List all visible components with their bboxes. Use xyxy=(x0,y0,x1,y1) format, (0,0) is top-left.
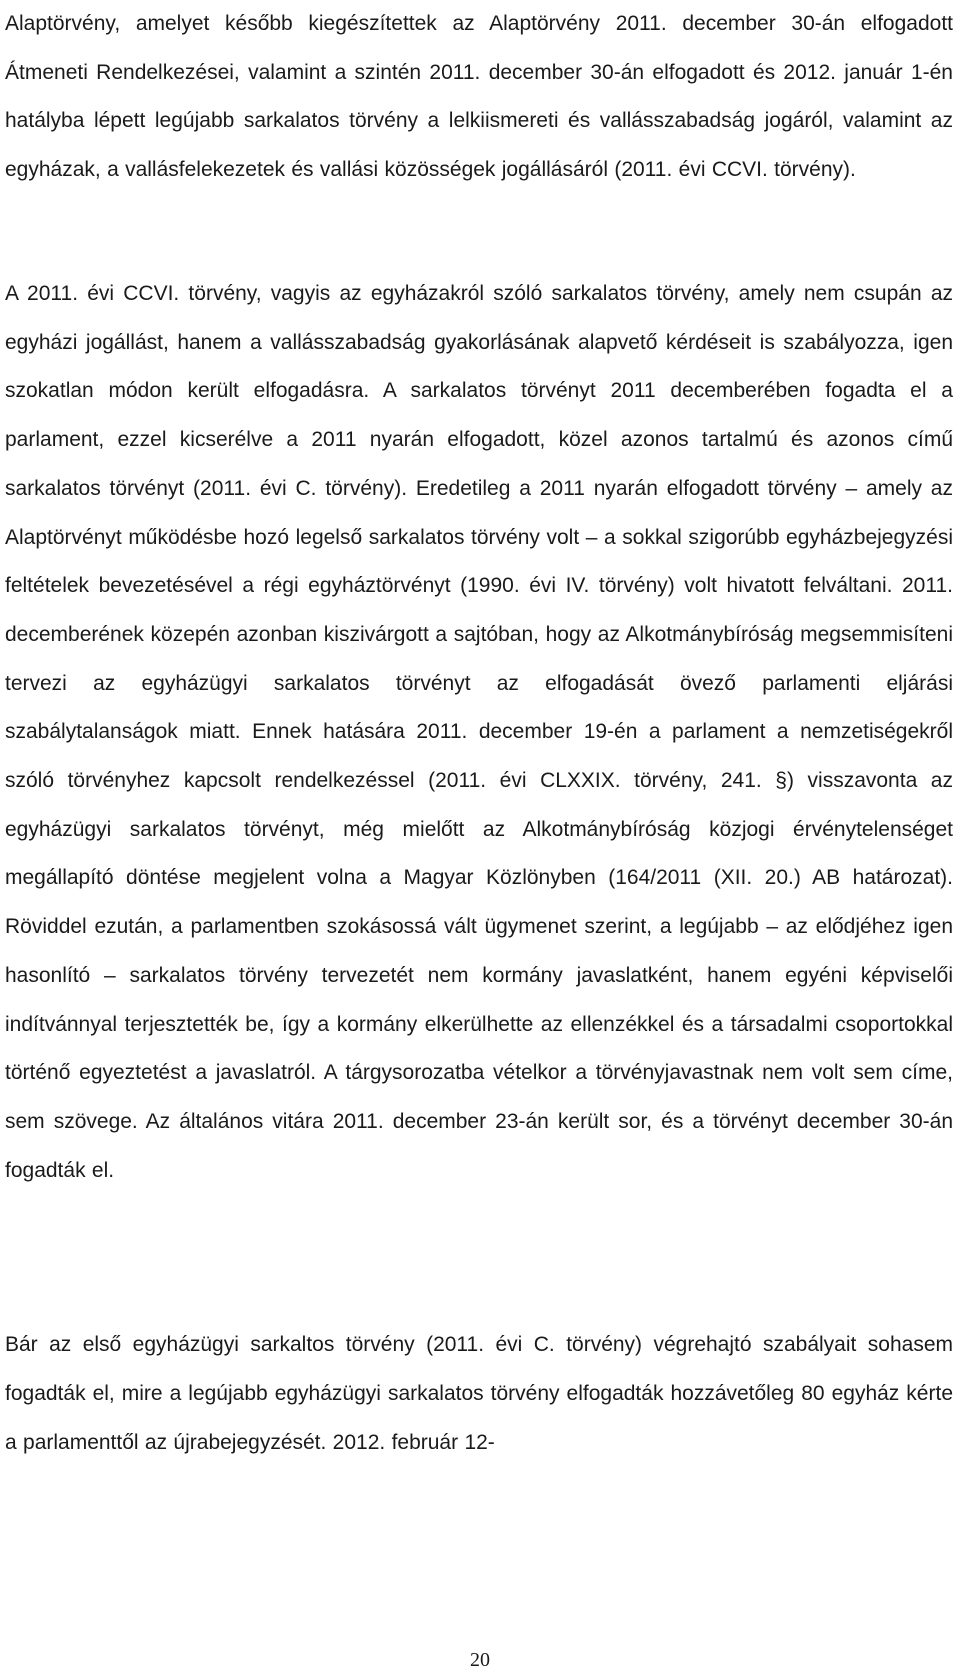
paragraph-ccvi-torveny: A 2011. évi CCVI. törvény, vagyis az egyházakról szóló sarkalatos törvény, amely nem csupán az egyházi jogállást, hanem a vallásszabadság gyakorlásának alapvető kérdéseit is szabályozza, igen szokatlan módon került elfogadásra. A sarkalatos törvényt 2011 decemberében fogadta el a parlament, ezzel kicserélve a 2011 nyarán elfogadott, közel azonos tartalmú és azonos című sarkalatos törvényt (2011. évi C. törvény). Eredetileg a 2011 nyarán elfogadott törvény – amely az Alaptörvényt működésbe hozó legelső sarkalatos törvény volt – a sokkal szigorúbb egyházbejegyzési feltételek bevezetésével a régi egyháztörvényt (1990. évi IV. törvény) volt hivatott felváltani. 2011. decemberének közepén azonban kiszivárgott a sajtóban, hogy az Alkotmánybíróság megsemmisíteni tervezi az egyházügyi sarkalatos törvényt az elfogadását övező parlamenti eljárási szabálytalanságok miatt. Ennek hatására 2011. december 19-én a parlament a nemzetiségekről szóló törvényhez kapcsolt rendelkezéssel (2011. évi CLXXIX. törvény, 241. §) visszavonta az egyházügyi sarkalatos törvényt, még mielőtt az Alkotmánybíróság közjogi érvénytelenséget megállapító döntése megjelent volna a Magyar Közlönyben (164/2011 (XII. 20.) AB határozat). Röviddel ezután, a parlamentben szokásossá vált ügymenet szerint, a legújabb – az elődjéhez igen hasonlító – sarkalatos törvény tervezetét nem kormány javaslatként, hanem egyéni képviselői indítvánnyal terjesztették be, így a kormány elkerülhette az ellenzékkel és a társadalmi csoportokkal történő egyeztetést a javaslatról. A tárgysorozatba vételkor a törvényjavastnak nem volt sem címe, sem szövege. Az általános vitára 2011. december 23-án került sor, és a törvényt december 30-án fogadták el. xyxy=(5,282,953,1182)
page-number: 20 xyxy=(470,1649,490,1671)
paragraph-vegrehajto-szabalyok: Bár az első egyházügyi sarkaltos törvény (2011. évi C. törvény) végrehajtó szabályait sohasem fogadták el, mire a legújabb egyházügyi sarkalatos törvény elfogadták hozzávetőleg 80 egyház kérte a parlamenttől az újrabejegyzését. 2012. február 12- xyxy=(5,1333,953,1454)
paragraph-alaptorveny: Alaptörvény, amelyet később kiegészítettek az Alaptörvény 2011. december 30-án elfogadott Átmeneti Rendelkezései, valamint a szintén 2011. december 30-án elfogadott és 2012. január 1-én hatályba lépett legújabb sarkalatos törvény a lelkiismereti és vallásszabadság jogáról, valamint az egyházak, a vallásfelekezetek és vallási közösségek jogállásáról (2011. évi CCVI. törvény). xyxy=(5,12,953,181)
